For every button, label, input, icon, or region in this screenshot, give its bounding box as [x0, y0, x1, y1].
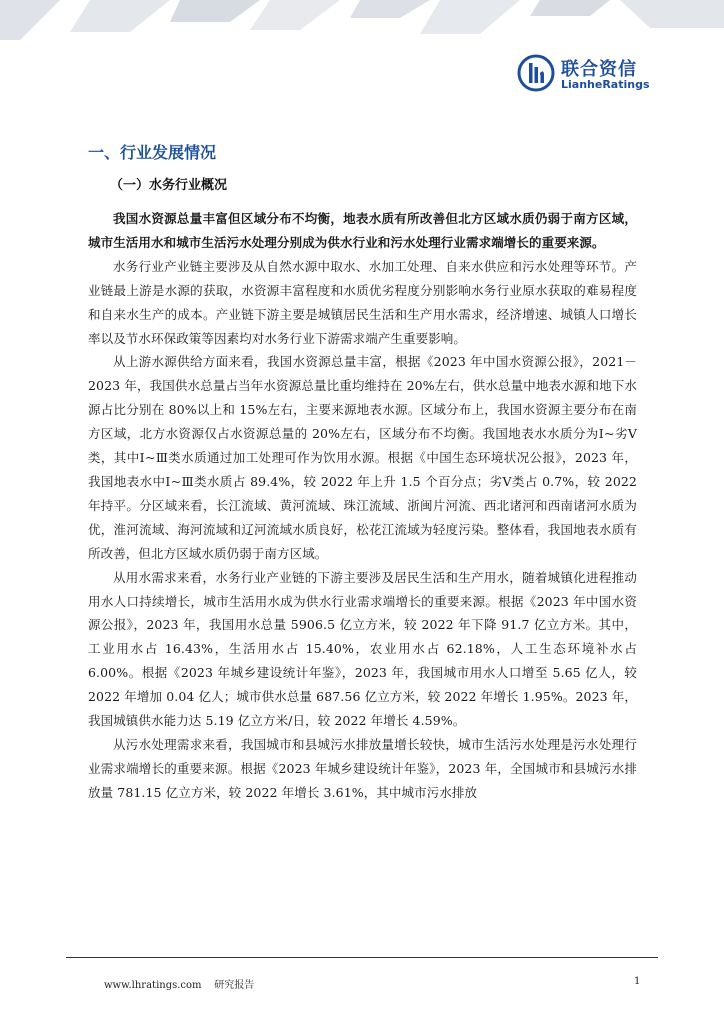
report-body: [88, 141, 637, 805]
logo-text-en: LianheRatings: [561, 78, 650, 91]
lianhe-logo: [517, 54, 657, 94]
lianhe-logo-icon: [517, 54, 555, 92]
section-heading: 一、行业发展情况: [88, 143, 217, 162]
logo-text-cn: 联合资信: [561, 59, 637, 80]
body-paragraph: 从污水处理需求来看，我国城市和县城污水排放量增长较快，城市生活污水处理是污水处理行业需求端增长的重要来源。根据《2023 年城乡建设统计年鉴》，2023 年，全国城市和县城污水排放量 781.15 亿立方米，较 2022 年增长 3.61%，其中城市污水排放: [88, 736, 637, 800]
footer-source: [104, 976, 254, 991]
header-decoration: [0, 0, 724, 60]
subsection-heading: （一）水务行业概况: [110, 178, 228, 193]
footer-website: www.lhratings.com: [104, 980, 202, 991]
body-paragraph: 水务行业产业链主要涉及从自然水源中取水、水加工处理、自来水供应和污水处理等环节。产业链最上游是水源的获取，水资源丰富程度和水质优劣程度分别影响水务行业原水获取的难易程度和自来水生产的成本。产业链下游主要是城镇居民生活和生产用水需求，经济增速、城镇人口增长率以及节水环保政策等因素均对水务行业下游需求端产生重要影响。: [88, 258, 637, 346]
footer-doc-type: 研究报告: [214, 980, 255, 991]
body-paragraph: 从用水需求来看，水务行业产业链的下游主要涉及居民生活和生产用水，随着城镇化进程推动用水人口持续增长，城市生活用水成为供水行业需求端增长的重要来源。根据《2023 年中国水资源公报》，2023 年，我国用水总量 5906.5 亿立方米，较 2022 年下降 91.7 亿立方米。其中，工业用水占 16.43%，生活用水占 15.40%，农业用水占 62.18%，人工生态环境补水占 6.00%。根据《2023 年城乡建设统计年鉴》，2023 年，我国城市用水人口增至 5.65 亿人，较 2022 年增加 0.04 亿人；城市供水总量 687.56 亿立方米，较 2022 年增长 1.95%。2023 年，我国城镇供水能力达 5.19 亿立方米/日，较 2022 年增长 4.59%。: [88, 569, 637, 729]
lead-paragraph: 我国水资源总量丰富但区域分布不均衡，地表水质有所改善但北方区域水质仍弱于南方区域，城市生活用水和城市生活污水处理分别成为供水行业和污水处理行业需求端增长的重要来源。: [88, 211, 637, 250]
footer-divider: [66, 957, 658, 958]
page-number: 1: [634, 976, 641, 987]
body-paragraph: 从上游水源供给方面来看，我国水资源总量丰富，根据《2023 年中国水资源公报》，2021－2023 年，我国供水总量占当年水资源总量比重均维持在 20%左右，供水总量中地表水源和地下水源占比分别在 80%以上和 15%左右，主要来源地表水源。区域分布上，我国水资源主要分布在南方区域，北方水资源仅占水资源总量的 20%左右，区域分布不均衡。我国地表水水质分为Ⅰ~劣Ⅴ类，其中Ⅰ~Ⅲ类水质通过加工处理可作为饮用水源。根据《中国生态环境状况公报》，2023 年，我国地表水中Ⅰ~Ⅲ类水质占 89.4%，较 2022 年上升 1.5 个百分点；劣Ⅴ类占 0.7%，较 2022 年持平。分区域来看，长江流域、黄河流域、珠江流域、浙闽片河流、西北诸河和西南诸河水质为优，淮河流域、海河流域和辽河流域水质良好，松花江流域为轻度污染。整体看，我国地表水质有所改善，但北方区域水质仍弱于南方区域。: [88, 354, 637, 561]
